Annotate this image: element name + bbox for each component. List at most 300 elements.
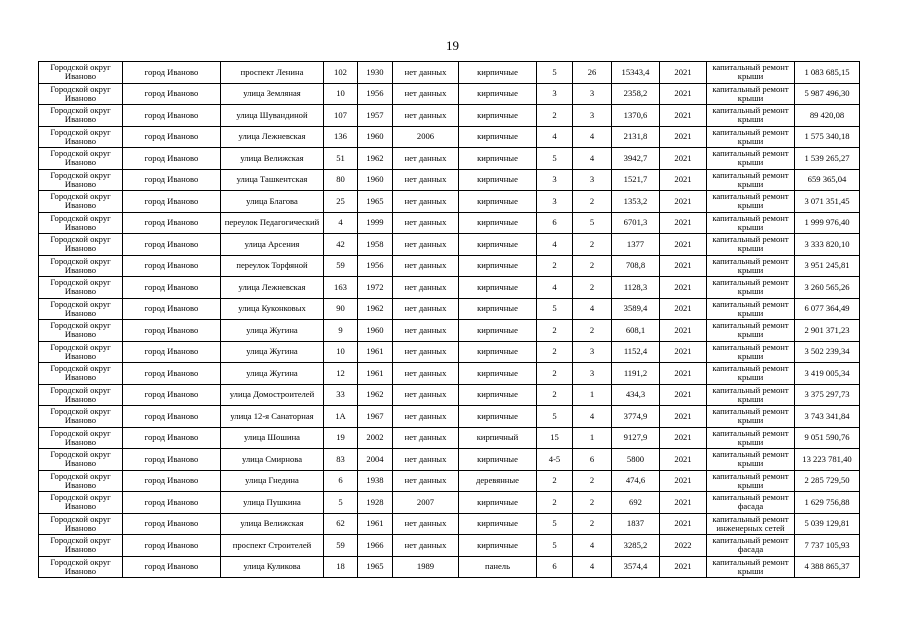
house-number-cell: 107 [324,105,358,127]
total-area-cell: 6701,3 [612,212,660,234]
total-area-cell: 1152,4 [612,341,660,363]
entrances-cell: 4 [573,148,612,170]
repair-year-cell: 2021 [660,169,707,191]
urban-district-cell: Городской округ Иваново [39,234,123,256]
work-type-cell: капитальный ремонт крыши [707,384,795,406]
entrances-cell: 3 [573,83,612,105]
overhaul-year-cell: нет данных [393,341,459,363]
floors-cell: 6 [537,556,573,578]
street-cell: улица Земляная [221,83,324,105]
total-area-cell: 1377 [612,234,660,256]
house-number-cell: 33 [324,384,358,406]
urban-district-cell: Городской округ Иваново [39,556,123,578]
house-number-cell: 5 [324,492,358,514]
overhaul-year-cell: нет данных [393,169,459,191]
wall-material-cell: кирпичные [459,105,537,127]
cost-cell: 4 388 865,37 [795,556,860,578]
table-row [39,513,860,535]
entrances-cell: 2 [573,320,612,342]
overhaul-year-cell: нет данных [393,191,459,213]
cost-cell: 3 502 239,34 [795,341,860,363]
entrances-cell: 2 [573,492,612,514]
table-row [39,427,860,449]
urban-district-cell: Городской округ Иваново [39,277,123,299]
street-cell: улица Шошина [221,427,324,449]
house-number-cell: 25 [324,191,358,213]
table-row [39,83,860,105]
repair-year-cell: 2021 [660,556,707,578]
settlement-cell: город Иваново [123,556,221,578]
table-body [39,62,860,578]
table-row [39,363,860,385]
street-cell: улица Куликова [221,556,324,578]
total-area-cell: 708,8 [612,255,660,277]
urban-district-cell: Городской округ Иваново [39,62,123,84]
house-number-cell: 10 [324,83,358,105]
floors-cell: 3 [537,169,573,191]
cost-cell: 659 365,04 [795,169,860,191]
work-type-cell: капитальный ремонт крыши [707,148,795,170]
work-type-cell: капитальный ремонт крыши [707,427,795,449]
urban-district-cell: Городской округ Иваново [39,406,123,428]
build-year-cell: 2004 [358,449,393,471]
table-row [39,148,860,170]
table-row [39,298,860,320]
work-type-cell: капитальный ремонт крыши [707,83,795,105]
entrances-cell: 2 [573,255,612,277]
urban-district-cell: Городской округ Иваново [39,341,123,363]
cost-cell: 2 285 729,50 [795,470,860,492]
floors-cell: 5 [537,298,573,320]
urban-district-cell: Городской округ Иваново [39,449,123,471]
repair-year-cell: 2021 [660,298,707,320]
settlement-cell: город Иваново [123,62,221,84]
overhaul-year-cell: нет данных [393,212,459,234]
table-row [39,169,860,191]
total-area-cell: 1837 [612,513,660,535]
build-year-cell: 1956 [358,255,393,277]
repair-year-cell: 2021 [660,513,707,535]
cost-cell: 6 077 364,49 [795,298,860,320]
cost-cell: 89 420,08 [795,105,860,127]
street-cell: улица Гнедина [221,470,324,492]
floors-cell: 6 [537,212,573,234]
house-number-cell: 12 [324,363,358,385]
total-area-cell: 1370,6 [612,105,660,127]
street-cell: улица Жугина [221,363,324,385]
entrances-cell: 6 [573,449,612,471]
street-cell: улица Куконковых [221,298,324,320]
work-type-cell: капитальный ремонт крыши [707,298,795,320]
wall-material-cell: кирпичные [459,277,537,299]
wall-material-cell: кирпичные [459,363,537,385]
wall-material-cell: деревянные [459,470,537,492]
cost-cell: 5 039 129,81 [795,513,860,535]
build-year-cell: 1965 [358,191,393,213]
settlement-cell: город Иваново [123,255,221,277]
table-row [39,341,860,363]
cost-cell: 1 999 976,40 [795,212,860,234]
street-cell: улица Лежневская [221,277,324,299]
entrances-cell: 26 [573,62,612,84]
settlement-cell: город Иваново [123,105,221,127]
wall-material-cell: кирпичные [459,83,537,105]
repair-year-cell: 2021 [660,320,707,342]
settlement-cell: город Иваново [123,191,221,213]
urban-district-cell: Городской округ Иваново [39,320,123,342]
entrances-cell: 2 [573,470,612,492]
work-type-cell: капитальный ремонт крыши [707,234,795,256]
street-cell: переулок Торфяной [221,255,324,277]
build-year-cell: 1938 [358,470,393,492]
wall-material-cell: кирпичные [459,492,537,514]
table-row [39,191,860,213]
entrances-cell: 4 [573,556,612,578]
house-number-cell: 163 [324,277,358,299]
work-type-cell: капитальный ремонт крыши [707,169,795,191]
floors-cell: 3 [537,83,573,105]
table-row [39,234,860,256]
total-area-cell: 474,6 [612,470,660,492]
cost-cell: 3 419 005,34 [795,363,860,385]
total-area-cell: 2131,8 [612,126,660,148]
urban-district-cell: Городской округ Иваново [39,148,123,170]
house-number-cell: 83 [324,449,358,471]
repair-year-cell: 2021 [660,212,707,234]
settlement-cell: город Иваново [123,298,221,320]
total-area-cell: 3574,4 [612,556,660,578]
build-year-cell: 1930 [358,62,393,84]
urban-district-cell: Городской округ Иваново [39,363,123,385]
total-area-cell: 1521,7 [612,169,660,191]
cost-cell: 1 083 685,15 [795,62,860,84]
urban-district-cell: Городской округ Иваново [39,492,123,514]
settlement-cell: город Иваново [123,406,221,428]
house-number-cell: 9 [324,320,358,342]
table-row [39,492,860,514]
settlement-cell: город Иваново [123,384,221,406]
settlement-cell: город Иваново [123,449,221,471]
build-year-cell: 1967 [358,406,393,428]
floors-cell: 2 [537,105,573,127]
street-cell: улица Жугина [221,320,324,342]
entrances-cell: 4 [573,126,612,148]
settlement-cell: город Иваново [123,169,221,191]
wall-material-cell: кирпичные [459,255,537,277]
cost-cell: 9 051 590,76 [795,427,860,449]
street-cell: улица Пушкина [221,492,324,514]
wall-material-cell: кирпичные [459,320,537,342]
overhaul-year-cell: нет данных [393,83,459,105]
repair-year-cell: 2021 [660,255,707,277]
build-year-cell: 1957 [358,105,393,127]
urban-district-cell: Городской округ Иваново [39,105,123,127]
floors-cell: 5 [537,535,573,557]
work-type-cell: капитальный ремонт крыши [707,320,795,342]
work-type-cell: капитальный ремонт крыши [707,255,795,277]
entrances-cell: 4 [573,406,612,428]
floors-cell: 5 [537,406,573,428]
cost-cell: 3 071 351,45 [795,191,860,213]
urban-district-cell: Городской округ Иваново [39,535,123,557]
work-type-cell: капитальный ремонт крыши [707,470,795,492]
work-type-cell: капитальный ремонт инженерных сетей [707,513,795,535]
overhaul-year-cell: нет данных [393,363,459,385]
total-area-cell: 9127,9 [612,427,660,449]
house-number-cell: 51 [324,148,358,170]
street-cell: улица Благова [221,191,324,213]
work-type-cell: капитальный ремонт крыши [707,191,795,213]
build-year-cell: 1962 [358,384,393,406]
work-type-cell: капитальный ремонт крыши [707,126,795,148]
overhaul-year-cell: нет данных [393,384,459,406]
wall-material-cell: кирпичные [459,298,537,320]
street-cell: улица Ташкентская [221,169,324,191]
table-row [39,62,860,84]
cost-cell: 1 629 756,88 [795,492,860,514]
wall-material-cell: кирпичные [459,406,537,428]
overhaul-year-cell: нет данных [393,320,459,342]
repair-year-cell: 2021 [660,470,707,492]
urban-district-cell: Городской округ Иваново [39,384,123,406]
housing-repair-table [38,61,860,578]
overhaul-year-cell: нет данных [393,62,459,84]
entrances-cell: 3 [573,341,612,363]
urban-district-cell: Городской округ Иваново [39,513,123,535]
urban-district-cell: Городской округ Иваново [39,470,123,492]
total-area-cell: 692 [612,492,660,514]
entrances-cell: 5 [573,212,612,234]
table-row [39,277,860,299]
wall-material-cell: кирпичные [459,169,537,191]
cost-cell: 3 333 820,10 [795,234,860,256]
build-year-cell: 1958 [358,234,393,256]
floors-cell: 5 [537,513,573,535]
settlement-cell: город Иваново [123,513,221,535]
cost-cell: 7 737 105,93 [795,535,860,557]
overhaul-year-cell: нет данных [393,513,459,535]
urban-district-cell: Городской округ Иваново [39,83,123,105]
wall-material-cell: кирпичные [459,191,537,213]
repair-year-cell: 2021 [660,427,707,449]
urban-district-cell: Городской округ Иваново [39,212,123,234]
settlement-cell: город Иваново [123,234,221,256]
overhaul-year-cell: нет данных [393,148,459,170]
house-number-cell: 4 [324,212,358,234]
entrances-cell: 2 [573,277,612,299]
build-year-cell: 2002 [358,427,393,449]
repair-year-cell: 2021 [660,406,707,428]
cost-cell: 3 743 341,84 [795,406,860,428]
build-year-cell: 1960 [358,169,393,191]
total-area-cell: 1191,2 [612,363,660,385]
work-type-cell: капитальный ремонт крыши [707,556,795,578]
work-type-cell: капитальный ремонт крыши [707,406,795,428]
house-number-cell: 1А [324,406,358,428]
cost-cell: 2 901 371,23 [795,320,860,342]
entrances-cell: 1 [573,427,612,449]
floors-cell: 2 [537,255,573,277]
repair-year-cell: 2021 [660,191,707,213]
overhaul-year-cell: 1989 [393,556,459,578]
wall-material-cell: кирпичные [459,449,537,471]
repair-year-cell: 2021 [660,277,707,299]
house-number-cell: 10 [324,341,358,363]
street-cell: улица Шувандиной [221,105,324,127]
build-year-cell: 1956 [358,83,393,105]
wall-material-cell: кирпичные [459,384,537,406]
floors-cell: 5 [537,62,573,84]
wall-material-cell: кирпичные [459,148,537,170]
cost-cell: 3 951 245,81 [795,255,860,277]
cost-cell: 1 575 340,18 [795,126,860,148]
build-year-cell: 1928 [358,492,393,514]
table-row [39,320,860,342]
work-type-cell: капитальный ремонт фасада [707,492,795,514]
floors-cell: 15 [537,427,573,449]
wall-material-cell: кирпичные [459,341,537,363]
wall-material-cell: кирпичный [459,427,537,449]
entrances-cell: 4 [573,535,612,557]
street-cell: проспект Строителей [221,535,324,557]
urban-district-cell: Городской округ Иваново [39,191,123,213]
table-row [39,470,860,492]
table-row [39,255,860,277]
floors-cell: 2 [537,384,573,406]
settlement-cell: город Иваново [123,320,221,342]
overhaul-year-cell: 2006 [393,126,459,148]
wall-material-cell: панель [459,556,537,578]
overhaul-year-cell: нет данных [393,470,459,492]
settlement-cell: город Иваново [123,277,221,299]
wall-material-cell: кирпичные [459,212,537,234]
repair-year-cell: 2021 [660,62,707,84]
total-area-cell: 3942,7 [612,148,660,170]
settlement-cell: город Иваново [123,341,221,363]
overhaul-year-cell: нет данных [393,105,459,127]
work-type-cell: капитальный ремонт крыши [707,449,795,471]
entrances-cell: 2 [573,513,612,535]
settlement-cell: город Иваново [123,83,221,105]
repair-year-cell: 2021 [660,126,707,148]
repair-year-cell: 2021 [660,234,707,256]
repair-year-cell: 2021 [660,363,707,385]
build-year-cell: 1962 [358,148,393,170]
floors-cell: 2 [537,470,573,492]
street-cell: улица 12-я Санаторная [221,406,324,428]
wall-material-cell: кирпичные [459,234,537,256]
build-year-cell: 1961 [358,513,393,535]
house-number-cell: 18 [324,556,358,578]
house-number-cell: 90 [324,298,358,320]
overhaul-year-cell: нет данных [393,298,459,320]
overhaul-year-cell: нет данных [393,449,459,471]
house-number-cell: 136 [324,126,358,148]
settlement-cell: город Иваново [123,492,221,514]
settlement-cell: город Иваново [123,535,221,557]
build-year-cell: 1962 [358,298,393,320]
repair-year-cell: 2021 [660,341,707,363]
build-year-cell: 1972 [358,277,393,299]
entrances-cell: 2 [573,234,612,256]
total-area-cell: 3285,2 [612,535,660,557]
table-row [39,105,860,127]
urban-district-cell: Городской округ Иваново [39,126,123,148]
floors-cell: 4 [537,234,573,256]
entrances-cell: 3 [573,105,612,127]
street-cell: улица Жугина [221,341,324,363]
settlement-cell: город Иваново [123,363,221,385]
wall-material-cell: кирпичные [459,126,537,148]
house-number-cell: 6 [324,470,358,492]
build-year-cell: 1965 [358,556,393,578]
work-type-cell: капитальный ремонт крыши [707,212,795,234]
build-year-cell: 1960 [358,126,393,148]
house-number-cell: 59 [324,535,358,557]
house-number-cell: 102 [324,62,358,84]
floors-cell: 4 [537,126,573,148]
house-number-cell: 42 [324,234,358,256]
entrances-cell: 1 [573,384,612,406]
house-number-cell: 59 [324,255,358,277]
floors-cell: 4 [537,277,573,299]
total-area-cell: 3589,4 [612,298,660,320]
repair-year-cell: 2021 [660,105,707,127]
floors-cell: 4-5 [537,449,573,471]
cost-cell: 3 260 565,26 [795,277,860,299]
cost-cell: 3 375 297,73 [795,384,860,406]
build-year-cell: 1961 [358,363,393,385]
house-number-cell: 19 [324,427,358,449]
table-row [39,212,860,234]
entrances-cell: 3 [573,363,612,385]
page-number: 19 [446,38,459,53]
urban-district-cell: Городской округ Иваново [39,255,123,277]
repair-year-cell: 2021 [660,384,707,406]
overhaul-year-cell: 2007 [393,492,459,514]
overhaul-year-cell: нет данных [393,427,459,449]
entrances-cell: 3 [573,169,612,191]
house-number-cell: 62 [324,513,358,535]
overhaul-year-cell: нет данных [393,535,459,557]
work-type-cell: капитальный ремонт крыши [707,62,795,84]
cost-cell: 13 223 781,40 [795,449,860,471]
cost-cell: 1 539 265,27 [795,148,860,170]
settlement-cell: город Иваново [123,126,221,148]
work-type-cell: капитальный ремонт крыши [707,277,795,299]
floors-cell: 2 [537,363,573,385]
total-area-cell: 1128,3 [612,277,660,299]
total-area-cell: 3774,9 [612,406,660,428]
floors-cell: 2 [537,492,573,514]
build-year-cell: 1966 [358,535,393,557]
street-cell: переулок Педагогический [221,212,324,234]
repair-year-cell: 2022 [660,535,707,557]
floors-cell: 5 [537,148,573,170]
settlement-cell: город Иваново [123,470,221,492]
total-area-cell: 608,1 [612,320,660,342]
build-year-cell: 1961 [358,341,393,363]
cost-cell: 5 987 496,30 [795,83,860,105]
table-row [39,384,860,406]
total-area-cell: 1353,2 [612,191,660,213]
table-row [39,449,860,471]
wall-material-cell: кирпичные [459,62,537,84]
settlement-cell: город Иваново [123,148,221,170]
work-type-cell: капитальный ремонт крыши [707,341,795,363]
total-area-cell: 15343,4 [612,62,660,84]
settlement-cell: город Иваново [123,212,221,234]
